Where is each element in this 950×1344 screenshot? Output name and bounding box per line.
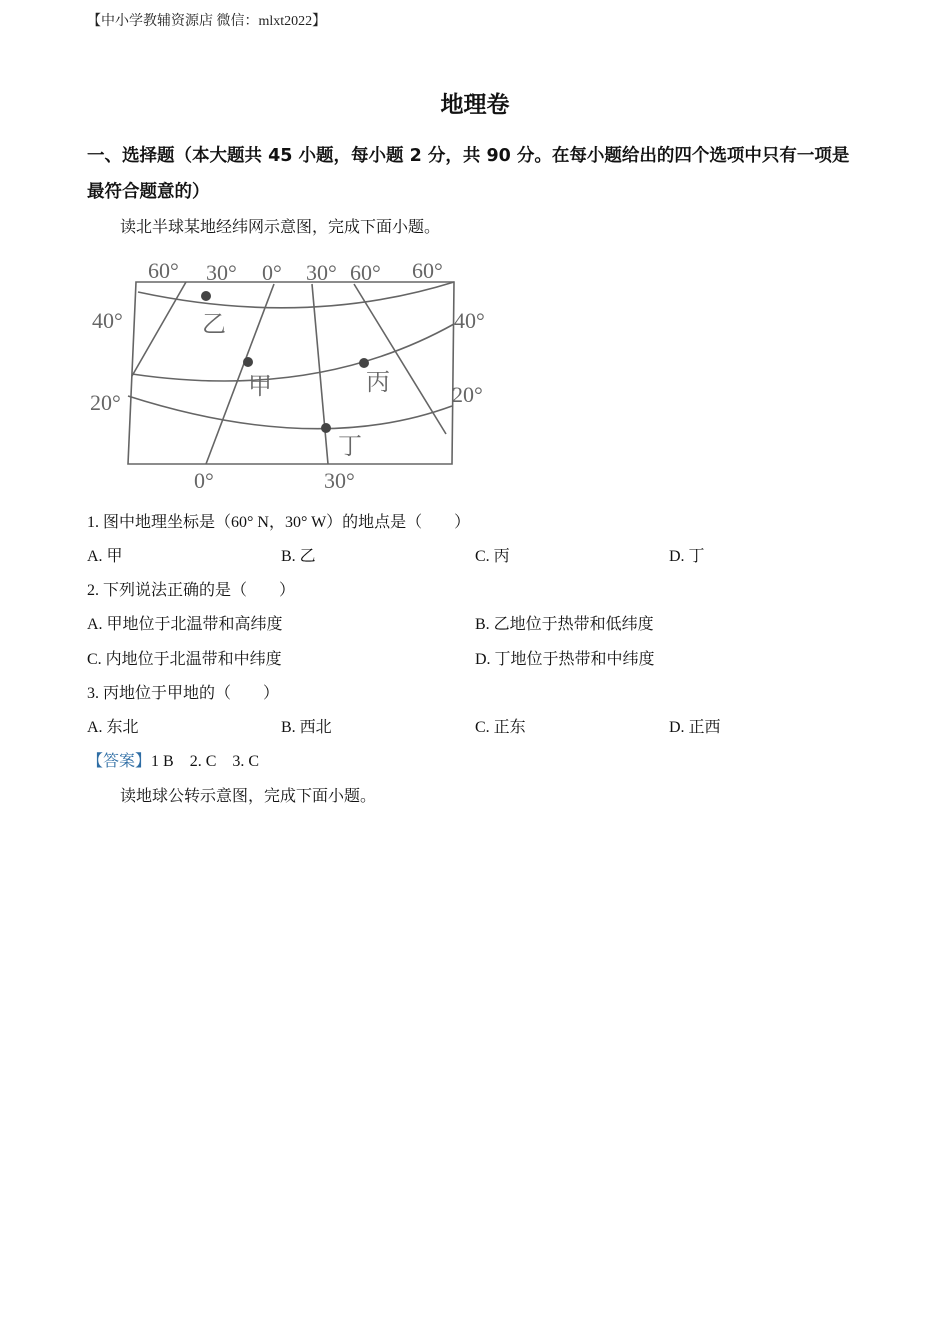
point-jia-marker — [243, 357, 253, 367]
q3-option-d: D. 正西 — [669, 719, 721, 736]
intro-text-1: 读北半球某地经纬网示意图，完成下面小题。 — [120, 217, 441, 236]
question-3-stem: 3. 丙地位于甲地的（ ） — [87, 685, 280, 702]
answer-label: 【答案】 — [87, 753, 152, 770]
meridian-60e-line — [354, 284, 446, 434]
top-label-2: 30° — [206, 260, 237, 285]
q1-option-a: A. 甲 — [87, 548, 123, 565]
q1-option-c: C. 丙 — [475, 548, 510, 565]
top-label-4: 30° — [306, 260, 337, 285]
bottom-label-30: 30° — [324, 468, 355, 493]
top-label-5: 60° — [350, 260, 381, 285]
q2-option-b: B. 乙地位于热带和低纬度 — [475, 616, 654, 633]
answer-line — [87, 748, 259, 771]
top-label-1: 60° — [148, 258, 179, 283]
section-heading: 一、选择题（本大题共 45 小题，每小题 2 分，共 90 分。在每小题给出的四个选项中只有一项是最符合题意的） — [87, 146, 850, 202]
map-frame — [128, 282, 454, 464]
right-label-20: 20° — [452, 382, 483, 407]
graticule-map — [86, 256, 496, 496]
q3-option-b: B. 西北 — [281, 719, 332, 736]
question-2-stem: 2. 下列说法正确的是（ ） — [87, 582, 296, 599]
left-label-40: 40° — [92, 308, 123, 333]
point-ding-label: 丁 — [338, 434, 362, 460]
q2-option-c: C. 内地位于北温带和中纬度 — [87, 651, 282, 668]
left-label-20: 20° — [90, 390, 121, 415]
q1-option-b: B. 乙 — [281, 548, 316, 565]
q2-option-d: D. 丁地位于热带和中纬度 — [475, 651, 655, 668]
point-bing-label: 丙 — [366, 370, 390, 396]
q2-option-a: A. 甲地位于北温带和高纬度 — [87, 616, 283, 633]
answer-text: 1 B 2. C 3. C — [151, 753, 260, 770]
point-bing-marker — [359, 358, 369, 368]
graticule-map-svg — [86, 256, 496, 496]
point-jia-label: 甲 — [248, 374, 272, 400]
point-yi-label: 乙 — [202, 312, 226, 338]
latitude-60-line — [138, 282, 454, 308]
top-label-3: 0° — [262, 260, 282, 285]
q3-option-a: A. 东北 — [87, 719, 139, 736]
latitude-20-line — [128, 396, 452, 429]
q1-option-d: D. 丁 — [669, 548, 705, 565]
page-title: 地理卷 — [440, 92, 510, 118]
bottom-label-0: 0° — [194, 468, 214, 493]
top-label-6: 60° — [412, 258, 443, 283]
intro-text-2: 读地球公转示意图，完成下面小题。 — [120, 786, 377, 805]
question-1-stem: 1. 图中地理坐标是（60° N，30° W）的地点是（ ） — [87, 514, 471, 531]
latitude-40-line — [132, 324, 454, 381]
point-ding-marker — [321, 423, 331, 433]
watermark-text: 【中小学教辅资源店 微信：mlxt2022】 — [87, 14, 327, 29]
right-label-40: 40° — [454, 308, 485, 333]
point-yi-marker — [201, 291, 211, 301]
q3-option-c: C. 正东 — [475, 719, 526, 736]
